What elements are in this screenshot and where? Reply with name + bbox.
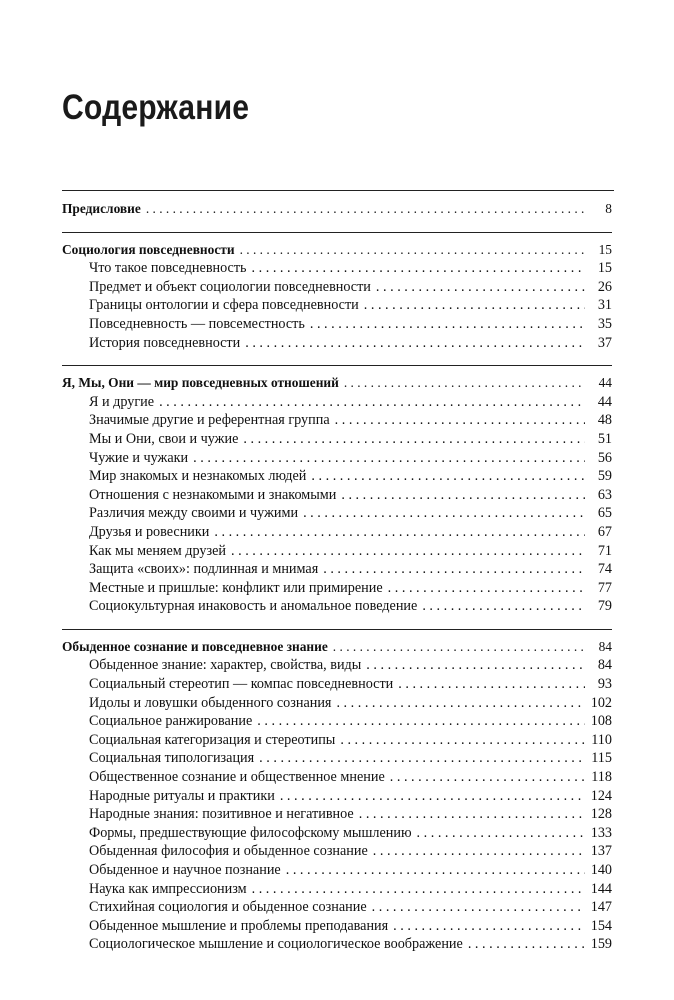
toc-subentry[interactable] bbox=[62, 787, 612, 806]
toc-entry-page: 102 bbox=[590, 694, 612, 711]
toc-entry-title: Предмет и объект социологии повседневности bbox=[89, 278, 371, 295]
toc-entry-page: 79 bbox=[597, 598, 612, 615]
section-divider bbox=[62, 629, 612, 630]
dot-leader bbox=[303, 504, 585, 523]
toc-entry-title: Социокультурная инаковость и аномальное поведение bbox=[89, 598, 418, 615]
toc-subentry[interactable] bbox=[62, 449, 612, 468]
toc-entry-page: 154 bbox=[590, 917, 612, 934]
toc-entry-title: Формы, предшествующие философскому мышлению bbox=[89, 824, 412, 841]
toc-entry-page: 93 bbox=[597, 676, 612, 693]
top-rule bbox=[62, 190, 614, 191]
dot-leader bbox=[243, 430, 585, 449]
toc-entry-title: Предисловие bbox=[62, 201, 141, 216]
toc-entry-page: 15 bbox=[597, 260, 612, 277]
toc-entry-title: Социология повседневности bbox=[62, 241, 235, 257]
toc-entry-title: Стихийная социология и обыденное сознание bbox=[89, 899, 367, 916]
dot-leader bbox=[214, 523, 585, 542]
toc-subentry[interactable] bbox=[62, 278, 612, 297]
toc-subentry[interactable] bbox=[62, 656, 612, 675]
toc-entry-page: 44 bbox=[597, 393, 612, 410]
toc-entry-title: Защита «своих»: подлинная и мнимая bbox=[89, 561, 319, 578]
toc-subentry[interactable] bbox=[62, 712, 612, 731]
toc-entry-page: 115 bbox=[591, 750, 612, 767]
toc-entry-title: Идолы и ловушки обыденного сознания bbox=[89, 694, 332, 711]
toc-subentry[interactable] bbox=[62, 486, 612, 505]
dot-leader bbox=[159, 393, 585, 412]
toc-subentry[interactable] bbox=[62, 861, 612, 880]
dot-leader bbox=[366, 656, 585, 675]
toc-entry-page: 71 bbox=[597, 542, 612, 559]
section-divider bbox=[62, 365, 612, 366]
dot-leader bbox=[340, 731, 585, 750]
dot-leader bbox=[336, 694, 585, 713]
toc-entry-page: 144 bbox=[590, 880, 612, 897]
toc-entry-title: Различия между своими и чужими bbox=[89, 505, 299, 522]
toc-entry-title: Обыденное и научное познание bbox=[89, 862, 281, 878]
toc-subentry[interactable] bbox=[62, 898, 612, 917]
toc-entry-title: История повседневности bbox=[89, 334, 241, 351]
toc-entry-title: Друзья и ровесники bbox=[89, 523, 210, 540]
toc-chapter-entry[interactable] bbox=[62, 374, 612, 393]
toc-subentry[interactable] bbox=[62, 296, 612, 315]
toc-section bbox=[62, 200, 612, 219]
toc-entry-title: Социальная категоризация и стереотипы bbox=[89, 731, 336, 748]
dot-leader bbox=[257, 712, 585, 731]
toc-subentry[interactable] bbox=[62, 560, 612, 579]
toc-entry-title: Социальная типологизация bbox=[89, 750, 255, 767]
dot-leader bbox=[259, 749, 585, 768]
toc-entry-title: Значимые другие и референтная группа bbox=[89, 412, 330, 429]
dot-leader bbox=[310, 315, 585, 334]
toc-entry-title: Народные знания: позитивное и негативное bbox=[89, 806, 354, 823]
toc-entry-title: Народные ритуалы и практики bbox=[89, 787, 275, 804]
toc-subentry[interactable] bbox=[62, 523, 612, 542]
toc-subentry[interactable] bbox=[62, 579, 612, 598]
dot-leader bbox=[280, 787, 585, 806]
toc-entry-page: 35 bbox=[597, 315, 612, 332]
toc-entry-title: Я и другие bbox=[89, 393, 155, 410]
toc-subentry[interactable] bbox=[62, 259, 612, 278]
toc-entry-page: 67 bbox=[597, 523, 612, 540]
dot-leader bbox=[376, 278, 585, 297]
toc-entry-title: Я, Мы, Они — мир повседневных отношений bbox=[62, 375, 339, 391]
toc-entry-title: Обыденное знание: характер, свойства, виды bbox=[89, 657, 362, 674]
toc-entry-page: 37 bbox=[597, 334, 612, 351]
toc-subentry[interactable] bbox=[62, 749, 612, 768]
dot-leader bbox=[333, 638, 585, 657]
toc-entry-title: Мир знакомых и незнакомых людей bbox=[89, 468, 307, 485]
toc-subentry[interactable] bbox=[62, 411, 612, 430]
dot-leader bbox=[359, 805, 585, 824]
dot-leader bbox=[393, 917, 585, 936]
toc-subentry[interactable] bbox=[62, 917, 612, 936]
toc-entry-title: Как мы меняем друзей bbox=[89, 542, 226, 559]
dot-leader bbox=[193, 449, 585, 468]
toc-entry-page: 137 bbox=[590, 843, 612, 860]
dot-leader bbox=[146, 200, 585, 219]
dot-leader bbox=[286, 861, 585, 880]
dot-leader bbox=[245, 334, 585, 353]
toc-entry-page: 128 bbox=[590, 806, 612, 823]
section-divider bbox=[62, 232, 612, 233]
toc-entry-title: Что такое повседневность bbox=[89, 260, 247, 277]
dot-leader bbox=[341, 486, 585, 505]
toc-entry-page: 48 bbox=[597, 412, 612, 429]
dot-leader bbox=[252, 259, 585, 278]
dot-leader bbox=[323, 560, 585, 579]
toc-subentry[interactable] bbox=[62, 880, 612, 899]
toc-subentry[interactable] bbox=[62, 824, 612, 843]
toc-entry-title: Обыденное мышление и проблемы преподавания bbox=[89, 917, 389, 934]
toc-entry-page: 147 bbox=[590, 899, 612, 916]
toc-entry-title: Чужие и чужаки bbox=[89, 449, 189, 466]
toc-entry-page: 26 bbox=[597, 278, 612, 295]
toc-entry-page: 140 bbox=[590, 862, 612, 878]
toc-section bbox=[62, 241, 612, 353]
dot-leader bbox=[388, 579, 585, 598]
dot-leader bbox=[468, 935, 585, 954]
dot-leader bbox=[422, 597, 585, 616]
toc-entry-page: 118 bbox=[591, 769, 612, 786]
toc-entry-title: Наука как импрессионизм bbox=[89, 880, 247, 897]
toc-entry-title: Мы и Они, свои и чужие bbox=[89, 430, 239, 447]
toc-entry-page: 44 bbox=[598, 375, 612, 391]
toc-entry-page: 56 bbox=[597, 449, 612, 466]
toc-entry-page: 159 bbox=[590, 936, 612, 953]
dot-leader bbox=[364, 296, 585, 315]
toc-chapter-entry[interactable] bbox=[62, 200, 612, 219]
toc-subentry[interactable] bbox=[62, 504, 612, 523]
toc-entry-title: Обыденная философия и обыденное сознание bbox=[89, 843, 368, 860]
toc-entry-title: Социальный стереотип — компас повседневности bbox=[89, 676, 394, 693]
toc-entry-title: Обыденное сознание и повседневное знание bbox=[62, 638, 328, 654]
toc-entry-page: 15 bbox=[598, 241, 612, 257]
toc-subentry[interactable] bbox=[62, 675, 612, 694]
dot-leader bbox=[240, 241, 585, 260]
dot-leader bbox=[231, 542, 585, 561]
toc-chapter-entry[interactable] bbox=[62, 638, 612, 657]
toc-entry-page: 8 bbox=[605, 201, 612, 216]
toc-subentry[interactable] bbox=[62, 467, 612, 486]
toc-subentry[interactable] bbox=[62, 768, 612, 787]
dot-leader bbox=[372, 898, 585, 917]
toc-subentry[interactable] bbox=[62, 731, 612, 750]
dot-leader bbox=[390, 768, 585, 787]
toc-subentry[interactable] bbox=[62, 694, 612, 713]
dot-leader bbox=[344, 374, 585, 393]
toc-subentry[interactable] bbox=[62, 393, 612, 412]
dot-leader bbox=[252, 880, 585, 899]
toc-subentry[interactable] bbox=[62, 597, 612, 616]
dot-leader bbox=[335, 411, 585, 430]
page-title: Содержание bbox=[62, 88, 250, 127]
toc-chapter-entry[interactable] bbox=[62, 241, 612, 260]
toc-subentry[interactable] bbox=[62, 842, 612, 861]
toc-entry-title: Отношения с незнакомыми и знакомыми bbox=[89, 486, 337, 503]
dot-leader bbox=[417, 824, 585, 843]
toc-entry-page: 74 bbox=[597, 561, 612, 578]
toc-entry-page: 59 bbox=[597, 468, 612, 485]
toc-subentry[interactable] bbox=[62, 805, 612, 824]
toc-entry-title: Повседневность — повсеместность bbox=[89, 315, 305, 332]
toc-entry-page: 124 bbox=[590, 787, 612, 804]
toc-entry-page: 77 bbox=[597, 579, 612, 596]
toc-subentry[interactable] bbox=[62, 315, 612, 334]
toc-entry-page: 84 bbox=[598, 638, 612, 654]
toc-entry-page: 84 bbox=[597, 657, 612, 674]
toc-subentry[interactable] bbox=[62, 935, 612, 954]
toc-subentry[interactable] bbox=[62, 430, 612, 449]
toc-entry-title: Границы онтологии и сфера повседневности bbox=[89, 297, 359, 314]
toc-subentry[interactable] bbox=[62, 542, 612, 561]
toc-entry-title: Социальное ранжирование bbox=[89, 713, 253, 730]
toc-entry-page: 65 bbox=[597, 505, 612, 522]
toc-section bbox=[62, 374, 612, 616]
dot-leader bbox=[373, 842, 585, 861]
dot-leader bbox=[311, 467, 585, 486]
toc-entry-title: Социологическое мышление и социологическое воображение bbox=[89, 936, 463, 953]
toc-subentry[interactable] bbox=[62, 334, 612, 353]
toc-entry-title: Общественное сознание и общественное мнение bbox=[89, 769, 385, 786]
toc-entry-page: 51 bbox=[597, 430, 612, 447]
dot-leader bbox=[398, 675, 585, 694]
toc-entry-title: Местные и пришлые: конфликт или примирение bbox=[89, 579, 383, 596]
table-of-contents bbox=[62, 200, 612, 967]
toc-entry-page: 108 bbox=[590, 713, 612, 730]
toc-section bbox=[62, 638, 612, 954]
toc-entry-page: 133 bbox=[590, 824, 612, 841]
toc-entry-page: 31 bbox=[597, 297, 612, 314]
toc-entry-page: 63 bbox=[597, 486, 612, 503]
toc-entry-page: 110 bbox=[591, 731, 612, 748]
